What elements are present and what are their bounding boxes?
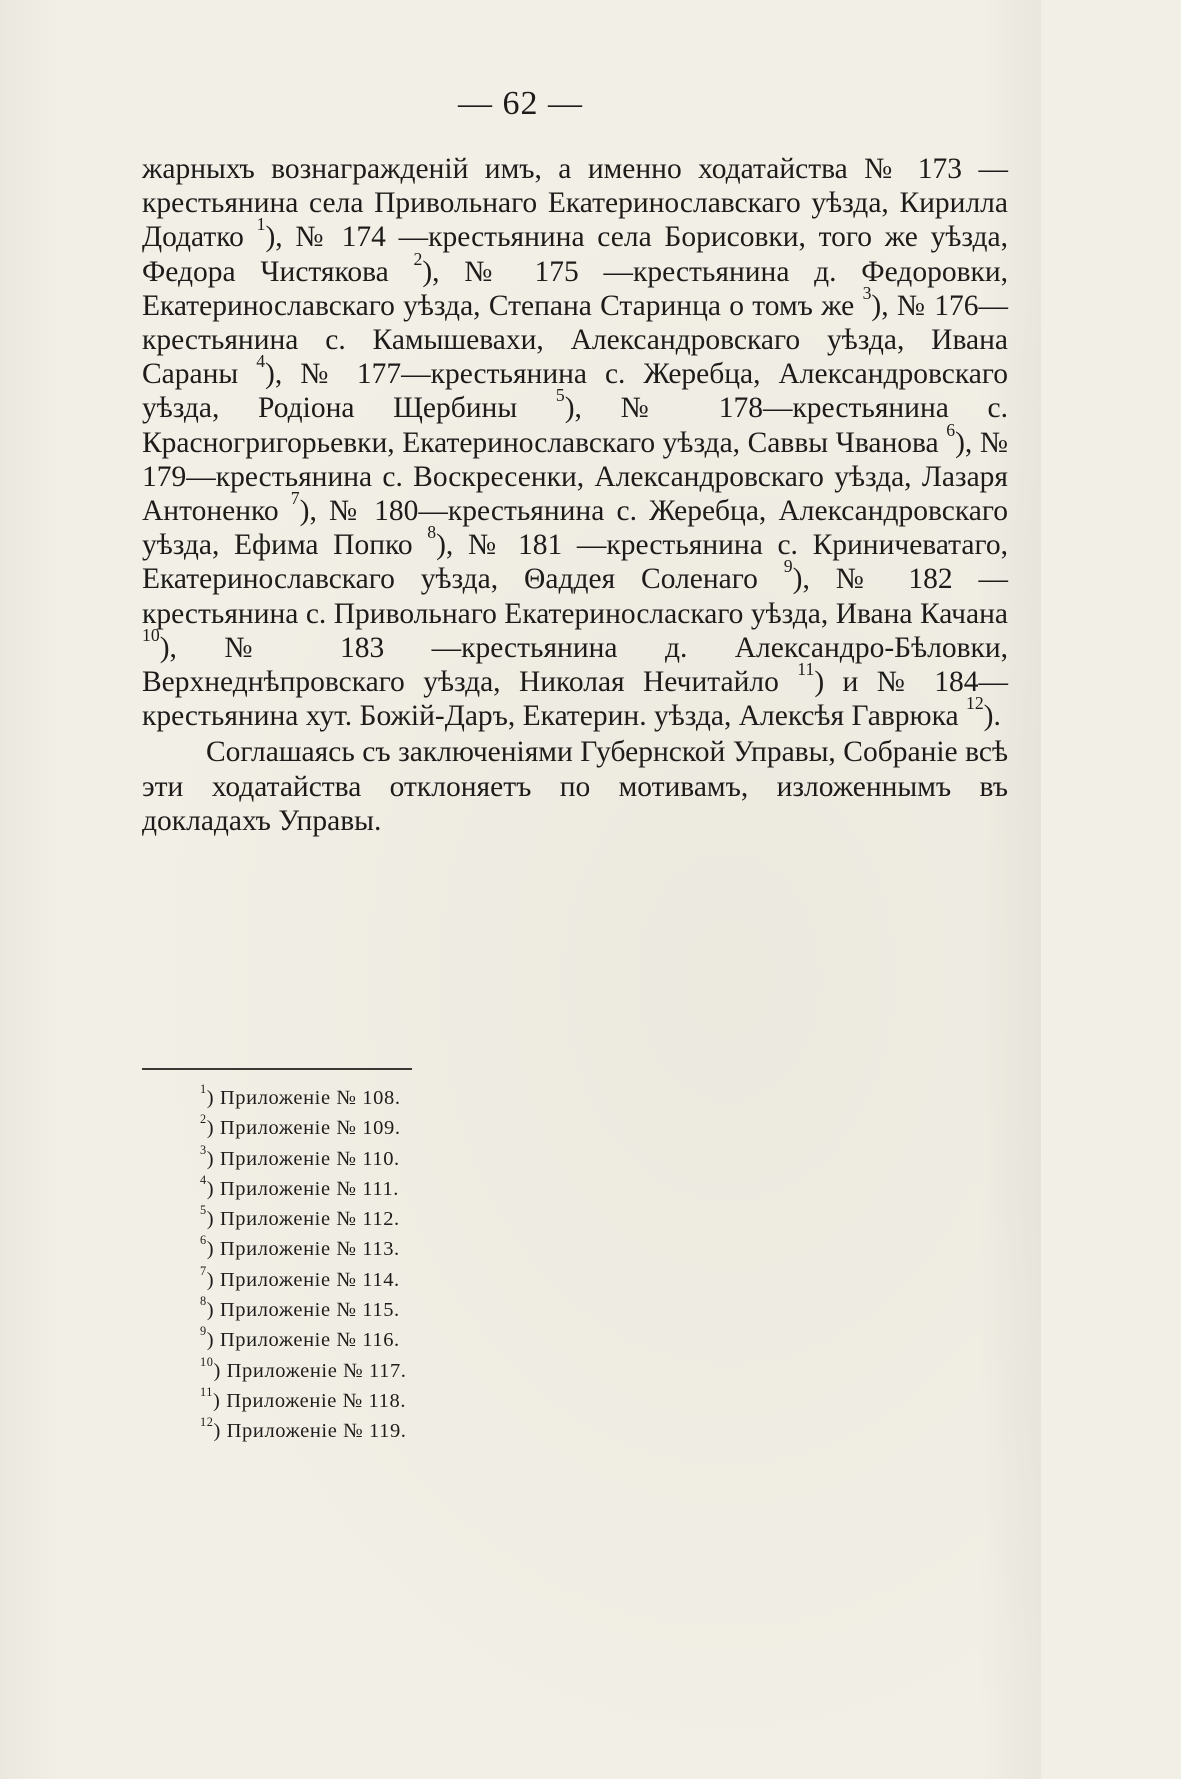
- body-text: [142, 152, 1008, 838]
- paragraph: Соглашаясь съ заключеніями Губернской Управы, Собраніе всѣ эти ходатайства отклоняетъ по мотивамъ, изложеннымъ въ докладахъ Управы.: [142, 736, 1008, 837]
- footnote: $^2$) Приложеніе № 109.: [200, 1112, 401, 1140]
- page-number: — 62 —: [458, 85, 583, 122]
- footnote: $^6$) Приложеніе № 113.: [200, 1233, 400, 1261]
- footnotes-list: [200, 1083, 520, 1447]
- footnote: $^5$) Приложеніе № 112.: [200, 1203, 400, 1231]
- footnote: $^{12}$) Приложеніе № 119.: [200, 1415, 407, 1443]
- footnote: $^7$) Приложеніе № 114.: [200, 1263, 400, 1291]
- footnote: $^1$) Приложеніе № 108.: [200, 1081, 401, 1109]
- footnote: $^4$) Приложеніе № 111.: [200, 1172, 400, 1200]
- footnote-divider: [142, 1068, 412, 1070]
- footnote: $^3$) Приложеніе № 110.: [200, 1142, 400, 1170]
- footnote: $^9$) Приложеніе № 116.: [200, 1324, 400, 1352]
- footnote: $^{10}$) Приложеніе № 117.: [200, 1354, 407, 1382]
- footnote: $^8$) Приложеніе № 115.: [200, 1294, 400, 1322]
- paragraph: жарныхъ вознагражденій имъ, а именно ходатайства № 173 —крестьянина села Привольнаго Екатеринославскаго уѣзда, Кирилла Додатко $^1$), № 174 —крестьянина села Борисовки, того же уѣзда, Федора Чистякова $^2$), № 175 —крестьянина д. Федоровки, Екатеринославскаго уѣзда, Степана Старинца о томъ же $^3$), № 176—крестьянина с. Камышевахи, Александровскаго уѣзда, Ивана Сараны $^4$), № 177—крестьянина с. Жеребца, Александровскаго уѣзда, Родіона Щербины $^5$), № 178—крестьянина с. Красногригорьевки, Екатеринославскаго уѣзда, Саввы Чванова $^6$), № 179—крестьянина с. Воскресенки, Александровскаго уѣзда, Лазаря Антоненко $^7$), № 180—крестьянина с. Жеребца, Александровскаго уѣзда, Ефима Попко $^8$), № 181 —крестьянина с. Криничеватаго, Екатеринославскаго уѣзда, Θаддея Соленаго $^9$), № 182 —крестьянина с. Привольнаго Екатеринослаcкаго уѣзда, Ивана Качана $^{10}$), № 183 —крестьянина д. Александро-Бѣловки, Верхнеднѣпровскаго уѣзда, Николая Нечитайло $^{11}$) и № 184—крестьянина хут. Божій-Даръ, Екатерин. уѣзда, Алексѣя Гаврюка $^{12}$).: [142, 153, 1009, 733]
- footnote: $^{11}$) Приложеніе № 118.: [200, 1384, 407, 1412]
